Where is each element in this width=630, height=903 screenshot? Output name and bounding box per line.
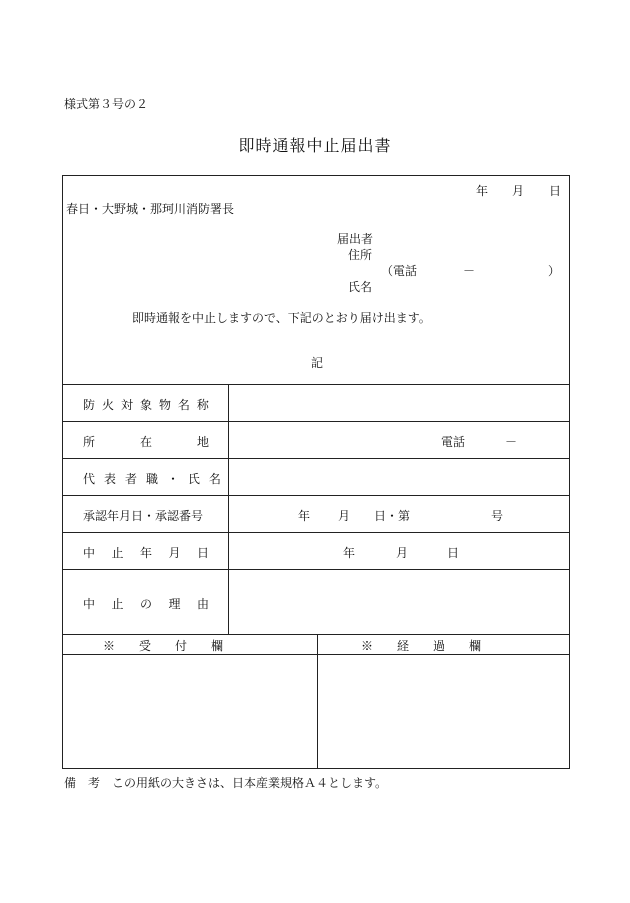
stop-month: 月	[396, 546, 409, 560]
date-day: 日	[549, 184, 562, 198]
applicant-label: 届出者	[337, 232, 374, 246]
address-label: 住所	[348, 248, 373, 262]
approval-day-no: 日・第	[374, 509, 411, 523]
location-phone-dash: －	[505, 435, 518, 449]
phone-open: （電話	[381, 264, 418, 278]
reception-box[interactable]	[63, 655, 316, 767]
target-name-label: 防 火 対 象 物 名 称	[83, 398, 209, 412]
progress-label: ※ 経 過 欄	[361, 639, 488, 653]
location-label: 所 在 地	[83, 435, 209, 449]
page-title: 即時通報中止届出書	[238, 136, 392, 155]
date-year: 年	[476, 184, 489, 198]
form-box	[62, 175, 570, 769]
stop-date-label: 中 止 年 月 日	[83, 546, 209, 560]
note: 備 考 この用紙の大きさは、日本産業規格Ａ４とします。	[64, 776, 388, 790]
representative-label: 代 表 者 職 ・ 氏 名	[83, 472, 221, 486]
approval-year: 年	[298, 509, 311, 523]
reception-label: ※ 受 付 欄	[103, 639, 230, 653]
phone-close: ）	[548, 264, 561, 278]
form-number: 様式第３号の２	[64, 97, 149, 111]
progress-box[interactable]	[318, 655, 569, 767]
name-label: 氏名	[348, 280, 373, 294]
reason-label: 中 止 の 理 由	[83, 597, 209, 611]
phone-dash: －	[463, 264, 476, 278]
statement: 即時通報を中止しますので、下記のとおり届け出ます。	[132, 311, 431, 325]
approval-label: 承認年月日・承認番号	[83, 509, 204, 523]
stop-year: 年	[343, 546, 356, 560]
stop-day: 日	[447, 546, 460, 560]
approval-month: 月	[338, 509, 351, 523]
location-phone-label: 電話	[441, 435, 466, 449]
ki-label: 記	[311, 356, 324, 370]
date-month: 月	[512, 184, 525, 198]
addressee: 春日・大野城・那珂川消防署長	[66, 202, 235, 216]
approval-number: 号	[491, 509, 504, 523]
